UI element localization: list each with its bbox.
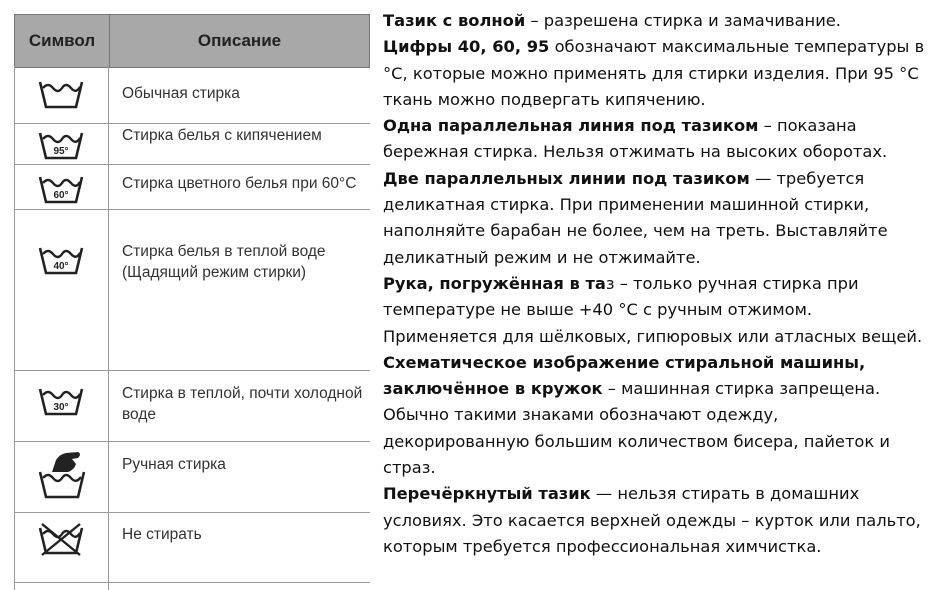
- paragraph-body: – показана бережная стирка. Нельзя отжимать на высоких оборотах.: [383, 116, 888, 162]
- paragraph: [383, 481, 928, 560]
- row-divider: [14, 123, 370, 124]
- paragraph-term: Схематическое изображение стиральной машины, заключённое в кружок: [383, 352, 866, 399]
- do-not-wash-icon: [38, 522, 84, 556]
- paragraph: [383, 113, 928, 166]
- care-symbols-table: [14, 14, 370, 590]
- row-description: Ручная стирка: [122, 456, 226, 473]
- row-description: Стирка в теплой, почти холодной воде: [122, 385, 363, 423]
- paragraph-body: – машинная стирка запрещена. Обычно такими знаками обозначают одежду, декорированную большим количеством бисера, пайеток и страз.: [383, 379, 890, 478]
- row-description: Стирка цветного белья при 60°С: [122, 175, 357, 192]
- row-description: Не стирать: [122, 526, 202, 543]
- row-divider: [14, 582, 370, 583]
- paragraph-term: Одна параллельная линия под тазиком: [383, 116, 759, 136]
- table-header: [14, 14, 370, 68]
- row-divider: [14, 370, 370, 371]
- paragraph: [383, 350, 928, 481]
- paragraph-body: – разрешена стирка и замачивание.: [525, 11, 841, 30]
- paragraph-body: з – только ручная стирка при температуре не выше +40 °С с ручным отжимом. Применяется для шёлковых, гипюровых или атласных вещей.: [383, 273, 923, 346]
- row-divider: [14, 164, 370, 165]
- washtub-95-icon: [38, 127, 84, 161]
- washtub-30-icon: [38, 383, 84, 417]
- temperature-label: 30°: [53, 402, 69, 413]
- row-description: Обычная стирка: [122, 85, 240, 102]
- washtub-60-icon: [38, 171, 84, 205]
- row-description: Стирка белья в теплой воде (Щадящий режим стирки): [122, 243, 326, 281]
- paragraph-term: Перечёркнутый тазик: [383, 484, 591, 504]
- paragraph: [383, 34, 928, 113]
- washtub-icon: [38, 76, 84, 110]
- header-description: Описание: [197, 31, 282, 50]
- header-symbol: Символ: [15, 15, 110, 67]
- row-divider: [14, 209, 370, 210]
- paragraph: [383, 271, 928, 350]
- paragraph-term: Тазик с волной: [383, 11, 526, 30]
- paragraph-term: Цифры 40, 60, 95: [383, 37, 550, 57]
- temperature-label: 40°: [53, 261, 69, 272]
- temperature-label: 95°: [53, 146, 69, 157]
- paragraph-term: Две параллельных линии под тазиком: [383, 168, 750, 188]
- paragraph-body: обозначают максимальные температуры в °С, которые можно применять для стирки изделия. При 95 °С ткань можно подвергать кипячению.: [383, 37, 925, 109]
- paragraph-body: — требуется деликатная стирка. При применении машинной стирки, наполняйте барабан не более, чем на треть. Выставляйте деликатный режим и не отжимайте.: [383, 168, 888, 267]
- hand-wash-icon: [38, 450, 86, 500]
- row-divider: [14, 441, 370, 442]
- temperature-label: 60°: [53, 190, 69, 201]
- explanation-text: [383, 8, 928, 560]
- paragraph: [383, 166, 928, 271]
- row-divider: [14, 512, 370, 513]
- row-description: Стирка белья с кипячением: [122, 127, 322, 144]
- paragraph-term: Рука, погружённая в та: [383, 273, 606, 293]
- washtub-40-icon: [38, 242, 84, 276]
- paragraph-body: — нельзя стирать в домашних условиях. Это касается верхней одежды – курток или пальто, которым требуется профессиональная химчистка.: [383, 484, 921, 556]
- paragraph: [383, 8, 928, 34]
